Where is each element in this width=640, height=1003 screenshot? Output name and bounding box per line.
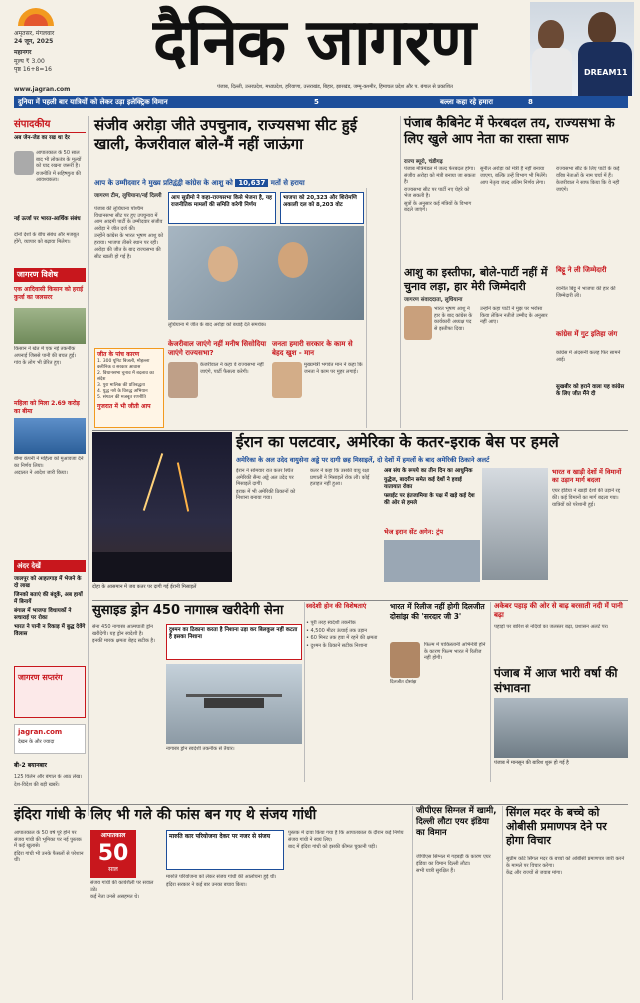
editorial-title: संपादकीय <box>14 119 51 130</box>
missile-photo <box>92 432 232 582</box>
pages: पृष्ठ 16+8=16 <box>14 66 52 73</box>
diljit-text: फिल्म में पाकिस्तानी अभिनेत्री होने के कारण फिल्म भारत में रिलीज नहीं होगी। <box>424 642 486 661</box>
bittu-text: रवनीत बिट्टू ने भाजपा की हार की जिम्मेदारी ली। <box>556 286 616 299</box>
reasons-panel <box>94 348 164 428</box>
lead-box-2-text: भाजपा को 20,323 और शिरोमणि अकाली दल को 8,203 वोट <box>283 195 357 208</box>
missile-trail <box>177 462 189 511</box>
reason-2: 2. विधानसभा चुनाव में बदलाव का संदेश <box>97 371 154 382</box>
rain-box[interactable]: अकेबर पहाड़ की ओर से बाढ़ बरसाती नदी में पानी बढ़ा <box>494 602 623 619</box>
smoke-photo <box>384 540 480 582</box>
gandhi-headline[interactable]: इंदिरा गांधी के लिए भी गले की फांस बन गए थे संजय गांधी <box>14 807 317 823</box>
obc-text: सुप्रीम कोर्ट सिंगल मदर के बच्चों को ओबीसी प्रमाणपत्र जारी करने के मामले पर विचार करेगा। केंद्र और राज्यों से जवाब मांगा। <box>506 856 625 876</box>
section-rule <box>92 600 628 601</box>
mann-photo <box>272 362 302 398</box>
lead-dateline: जागरण टीम, लुधियाना/नई दिल्ली <box>94 193 162 199</box>
cricket-photo <box>530 2 634 96</box>
editorial-snippet-text: दोनों देशों के बीच संबंध और मजबूत होंगे, व्यापार को बढ़ावा मिलेगा। <box>14 232 79 245</box>
gandhi-text-3: मारुति परियोजना को लेकर संजय गांधी की आलोचना हुई थी। इंदिरा सरकार ने कई बार उनका बचाव किया। <box>166 874 277 888</box>
lead-box-2 <box>280 192 364 224</box>
yadav-note[interactable]: सुखबीर को हराने वाला यह कांग्रेस के लिए जीत मैंने दी <box>556 384 625 397</box>
editorial-snippet[interactable]: नई ऊर्जा पर भारत-आर्थिक संबंध <box>14 216 81 222</box>
diljit-caption: दिलजीत दोसांझ <box>390 680 417 685</box>
gandhi-text-1: आपातकाल के 50 वर्ष पूरे होने पर संजय गांधी की भूमिका पर नई पुस्तक में कई खुलासे। इंदिरा गांधी भी उनके फैसलों से परेशान थीं। <box>14 830 84 863</box>
lead-box-1-text: आप सुप्रीमो ने कहा-राज्यसभा किसे भेजना है, यह राजनीतिक मामलों की समिति करेगी निर्णय <box>171 195 272 208</box>
iran-bullet-1: अब संघ के रूपये का तीन दिन का आधुनिक <box>384 468 473 474</box>
reason-4: 4. युद्ध नशे के विरुद्ध अभियान <box>97 389 148 394</box>
gandhi-box-text: मारुति कार परियोजना देकर पर नजर से संजय <box>169 833 271 840</box>
person-2 <box>278 242 308 278</box>
ashu-dateline: जागरण संवाददाता, लुधियाना <box>404 297 463 303</box>
drone-features: • पूरी तरह स्वदेशी तकनीक • 4,500 मीटर ऊंचाई तक उड़ान • 60 मिनट तक हवा में रहने की क्षमता • दुश्मन के ठिकाने सटीक निशाना <box>306 620 378 649</box>
punjab-cabinet-col1: पंजाब मंत्रिमंडल में जल्द फेरबदल होगा। संजीव अरोड़ा को मंत्री बनाया जा सकता है। राज्यसभा सीट पर पार्टी नए चेहरे को भेज सकती है। सूत्रों के अनुसार कई मंत्रियों के विभाग बदले जाएंगे। <box>404 166 476 213</box>
drone-photo-caption: नागास्त्र ड्रोन स्वदेशी तकनीक से तैयार। <box>166 746 235 752</box>
ashu-text-2: उन्होंने कहा पार्टी ने मुझ पर भरोसा किया लेकिन नतीजे उम्मीद के अनुसार नहीं आए। <box>480 306 548 325</box>
aapatkal-sub: साल <box>108 866 118 873</box>
newspaper-logo: दैनिक जागरण <box>152 5 476 80</box>
punjab-cabinet-col3: राज्यसभा सीट के लिए पार्टी के कई वरिष्ठ नेताओं के नाम चर्चा में हैं। केजरीवाल ने साफ किया कि वे नहीं जाएंगे। <box>556 166 620 193</box>
victory-photo <box>168 226 364 320</box>
jagran-vishesh-label: जागरण विशेष <box>14 268 86 282</box>
masthead-info <box>14 6 94 94</box>
iran-bullets <box>384 468 480 518</box>
missile-photo-caption: दोहा के आसमान में जब कतर पर दागी गई ईरानी मिसाइलें <box>92 584 197 590</box>
inside-label: अंदर देखें <box>14 560 86 572</box>
iran-headline[interactable]: ईरान का पलटवार, अमेरिका के कतर-इराक बेस पर हमले <box>236 433 559 451</box>
column-rule <box>490 602 491 782</box>
inside-item-3[interactable]: बंगाल में भाजपा विधायकों ने सचाराई पर रोका <box>14 608 72 621</box>
divider <box>14 132 86 133</box>
columnist-photo <box>14 151 34 175</box>
column-rule <box>400 116 401 428</box>
farm-photo <box>14 308 86 344</box>
lead-sub-end: मतों से हराया <box>270 179 305 187</box>
editions-list: पंजाब, दिल्ली, उत्तरप्रदेश, मध्यप्रदेश, हरियाणा, उत्तराखंड, बिहार, झारखंड, जम्मू-कश्मीर, हिमाचल प्रदेश और प. बंगाल से प्रकाशित <box>217 84 453 90</box>
player-head-2 <box>588 12 616 44</box>
ticker-left-text[interactable]: दुनिया में पहली बार यात्रियों को लेकर उड़ा इलेक्ट्रिक विमान <box>18 98 168 106</box>
punjab-cabinet-col2: सुनील अरोड़ा को मंत्री हैं नहीं बनाया जाएगा, बल्कि उन्हें विभाग भी मिलेंगे। आप नेतृत्व जल्द अंतिम निर्णय लेगा। <box>480 166 548 186</box>
gps-headline[interactable]: जीपीएस सिग्नल में खामी, दिल्ली लौटा एयर इंडिया का विमान <box>416 806 497 838</box>
ticker-right-page: 8 <box>528 98 533 106</box>
punjab-cabinet-headline[interactable]: पंजाब कैबिनेट में फेरबदल तय, राज्यसभा के लिए खुले आप नेता का रास्ता साफ <box>404 116 615 147</box>
inside-item-4[interactable]: भारत ने पानी न रिकाड़ में बुद्ध देवेंगे विलास <box>14 624 86 637</box>
congress-text: कांग्रेस में अंदरूनी कलह फिर सामने आई। <box>556 350 621 363</box>
lead-sub-text: आप के उम्मीदवार ने मुख्य प्रतिद्वंद्वी कांग्रेस के आशु को <box>94 179 233 187</box>
diljit-photo <box>390 642 420 678</box>
kejriwal-photo <box>168 362 198 398</box>
jv-text: किसान ने खेत में एक नई तकनीक अपनाई जिससे पानी की बचत हुई। गांव के लोग भी प्रेरित हुए। <box>14 346 77 366</box>
lead-body: पंजाब की लुधियाना पश्चिम विधानसभा सीट पर हुए उपचुनाव में आम आदमी पार्टी के उम्मीदवार संजीव अरोड़ा ने जीत दर्ज की। उन्होंने कांग्रेस के भारत भूषण आशु को हराया। भाजपा तीसरे स्थान पर रही। अरोड़ा की जीत के बाद राज्यसभा की सीट खाली हो गई है। <box>94 206 164 260</box>
lead-subline <box>94 176 398 190</box>
inside-item-1[interactable]: जालपूर को आहतगाड़ में भेजने के दो लाख <box>14 576 82 589</box>
reason-1: 1. 300 यूनिट बिजली, मोहल्ला क्लीनिक व सरकार आवास <box>97 359 150 370</box>
ashu-text-1: भारत भूषण आशु ने हार के बाद कांग्रेस के कार्यकारी अध्यक्ष पद से इस्तीफा दिया। <box>434 306 473 332</box>
player-head-1 <box>538 20 564 50</box>
editorial-head[interactable]: अब जेन-जेड का रख था देर <box>14 135 70 141</box>
quote1-title[interactable]: केजरीवाल जाएंगे नहीं मनीष सिसोदिया जाएंगे राज्यसभा? <box>168 340 267 357</box>
iran-bullet-2: युद्धेज, बादरीन समेत कई देशों ने हवाई यातायात रोका <box>384 477 462 490</box>
inside-item-2[interactable]: जिनको बताएं की बंदूकें, अब हायों में बिनायें <box>14 592 83 605</box>
bittu-head[interactable]: बिट्टू ने ली जिम्मेदारी <box>556 266 607 274</box>
column-rule <box>502 806 503 1000</box>
column-rule <box>412 806 413 1000</box>
drone-headline[interactable]: सुसाइड ड्रोन 450 नागास्त्र खरीदेगी सेना <box>92 603 284 618</box>
reason-3: 3. पुरा मालिक की प्रतिबद्धता <box>97 383 145 388</box>
gandhi-box <box>166 830 284 870</box>
sun-logo-icon <box>14 6 58 28</box>
section-rule <box>92 430 628 431</box>
date-line: अमृतसर, मंगलवार <box>14 30 55 37</box>
quote2-text: मुख्यमंत्री भगवंत मान ने कहा कि जनता ने काम पर मुहर लगाई। <box>304 362 363 375</box>
lead-box-1 <box>168 192 276 224</box>
reason-5: 5. संगठन की मजबूत रणनीति <box>97 395 146 400</box>
iran-sub: अमेरिका के अल उदेद वायुसेना अड्डे पर दागी छह मिसाइलें, दो देशों में हमलों के बाद अमेरिकी ठिकाने अलर्ट <box>236 456 490 464</box>
ticker-left-page: 5 <box>314 98 319 106</box>
gandhi-text-2: संजय गांधी की कार्यशैली पर सवाल उठे। कई नेता उनसे असहमत थे। <box>90 880 154 900</box>
ticker-bar <box>14 96 628 108</box>
jagran-com-title: jagran.com <box>18 728 63 736</box>
site-link[interactable]: www.jagran.com <box>14 86 71 93</box>
date: 24 जून, 2025 <box>14 38 54 45</box>
jersey-sponsor: DREAM11 <box>584 68 628 77</box>
saptrang-box[interactable] <box>14 666 86 718</box>
lead-margin: 10,637 <box>235 179 268 187</box>
drone-text: सेना 450 नागास्त्र आत्मघाती ड्रोन खरीदेगी। यह ड्रोन स्वदेशी है। इनकी मारक क्षमता बेहद सटीक है। <box>92 624 155 644</box>
hospital-photo <box>14 418 86 454</box>
drone-photo <box>166 664 302 744</box>
missile-trail <box>143 453 163 511</box>
iran-text-1: ईरान ने सोमवार रात कतर स्थित अमेरिकी सैन्य अड्डे अल उदेद पर मिसाइलें दागीं। इराक में भी अमेरिकी ठिकानों को निशाना बनाया गया। <box>236 468 296 501</box>
building-photo <box>482 468 548 580</box>
drone-box-1 <box>166 624 302 660</box>
rain-box-text: पहाड़ों पर बारिश से नदियों का जलस्तर बढ़ा, प्रशासन अलर्ट पर। <box>494 624 609 630</box>
bi-chaar-head[interactable]: बी-2 बयानबार <box>14 762 47 769</box>
drone-icon <box>166 664 302 744</box>
jagran-vishesh-head[interactable]: एक आदिवासी किसान को हराई कुर्जा का जलसरर <box>14 286 84 301</box>
rain-headline[interactable]: पंजाब में आज भारी वर्षा की संभावना <box>494 666 618 695</box>
edition: महानगर <box>14 49 32 56</box>
victory-caption: लुधियाना में जीत के बाद अरोड़ा को बधाई देते समर्थक। <box>168 322 267 328</box>
aapatkal-years: 50 <box>97 841 129 866</box>
column-rule <box>88 116 89 816</box>
person-1 <box>208 246 238 282</box>
quote2-title[interactable]: जनता हमारी सरकार के काम से बेहद खुश - मान <box>272 340 353 357</box>
player-body-1 <box>532 48 572 96</box>
reasons-title: जीत के पांच कारण <box>97 351 140 358</box>
drone-box-2: स्वदेशी होन की विशेषताएं <box>306 602 367 610</box>
price: मूल्य ₹ 3.00 <box>14 58 45 65</box>
gandhi-text-4: पुस्तक में दावा किया गया है कि आपातकाल के दौरान कई निर्णय संजय गांधी ने स्वयं लिए। बाद में इंदिरा गांधी को इसकी कीमत चुकानी पड़ी। <box>288 830 404 850</box>
gujarat-title[interactable]: गुजरात में भी जीती आप <box>97 403 151 410</box>
ashu-headline[interactable]: आशु का इस्तीफा, बोले-पार्टी नहीं में चुनाव लड़ा, हार मेरी जिम्मेदारी <box>404 266 548 293</box>
iran-text-2: कतर ने कहा कि उसकी वायु रक्षा प्रणाली ने मिसाइलें रोक लीं। कोई हताहत नहीं हुआ। <box>310 468 370 487</box>
malaria-text: बीमा कंपनी ने महिला को मुआवजा देने का निर्णय लिया। अदालत ने आदेश जारी किया। <box>14 456 84 476</box>
gps-text: जीपीएस सिग्नल में गड़बड़ी के कारण एयर इंडिया का विमान दिल्ली लौटा। सभी यात्री सुरक्षित हैं। <box>416 854 491 874</box>
aapatkal-badge <box>90 830 136 878</box>
jagran-com-sub: देखन के और ज्यादा <box>18 739 55 745</box>
bi-chaar-text: 125 विलेन और बंगाल के आठ लेख। देश-विदेश की बड़ी खबरें। <box>14 774 83 788</box>
congress-head[interactable]: कांग्रेस में गुट इतिहा जंग <box>556 330 618 338</box>
column-rule <box>366 188 367 428</box>
ashu-photo <box>404 306 432 340</box>
jagran-com-box[interactable] <box>14 724 86 754</box>
column-rule <box>304 602 305 782</box>
aapatkal-label: आपातकाल <box>100 832 126 839</box>
obc-headline[interactable]: सिंगल मदर के बच्चे को ओबीसी प्रमाणपत्र देने पर होगा विचार <box>506 806 607 847</box>
ticker-right-text[interactable]: बल्ला कहा रहे हमारा <box>440 98 493 106</box>
quote1-text: केजरीवाल ने कहा वे राज्यसभा नहीं जाएंगे, पार्टी फैसला करेगी। <box>200 362 264 375</box>
israel-box-title[interactable]: भेज इरान सेंट अगेन: ट्रंप <box>384 528 444 536</box>
drone-box-1-text: दुश्मन का ठिकाना करता है निशाना उड़ा कर बिलकुल नहीं कटता है इसका निशाना <box>169 627 298 640</box>
editorial-text: आपातकाल के 50 साल बाद भी लोकतंत्र के मूल्यों को याद रखना जरूरी है। राजनीति में सहिष्णुता की आवश्यकता। <box>36 150 82 183</box>
iran-bullet-3: फ्लाईट पर इंतजामिया के पक्ष में खड़े कई देश की ओर से हमले <box>384 493 475 506</box>
punjab-cabinet-dateline: राज्य ब्यूरो, चंडीगढ़ <box>404 159 443 165</box>
iran-right-text: एयर इंडिया ने खाड़ी देशों की उड़ानें रद्द कीं। कई विमानों का मार्ग बदला गया। यात्रियों को परेशानी हुई। <box>552 488 621 508</box>
rain-photo-caption: पंजाब में मानसून की बारिश शुरू हो गई है <box>494 760 569 766</box>
malaria-head[interactable]: महिला को मिला 2.69 करोड़ का बीमा <box>14 400 80 415</box>
iran-right-box[interactable]: भारत व खाड़ी देशों में विमानों का उड़ान मार्ग बदला <box>552 468 622 484</box>
rain-photo <box>494 698 628 758</box>
city-skyline <box>92 552 232 582</box>
section-rule <box>14 804 628 805</box>
saptrang-title: जागरण सप्तरंग <box>18 673 63 682</box>
diljit-headline[interactable]: भारत में रिलीज नहीं होगी दिलजीत दोसांझ की 'सरदार जी 3' <box>390 602 485 621</box>
lead-headline[interactable]: संजीव अरोड़ा जीते उपचुनाव, राज्यसभा सीट हुई खाली, केजरीवाल बोले-मैं नहीं जाऊंगा <box>94 116 358 153</box>
